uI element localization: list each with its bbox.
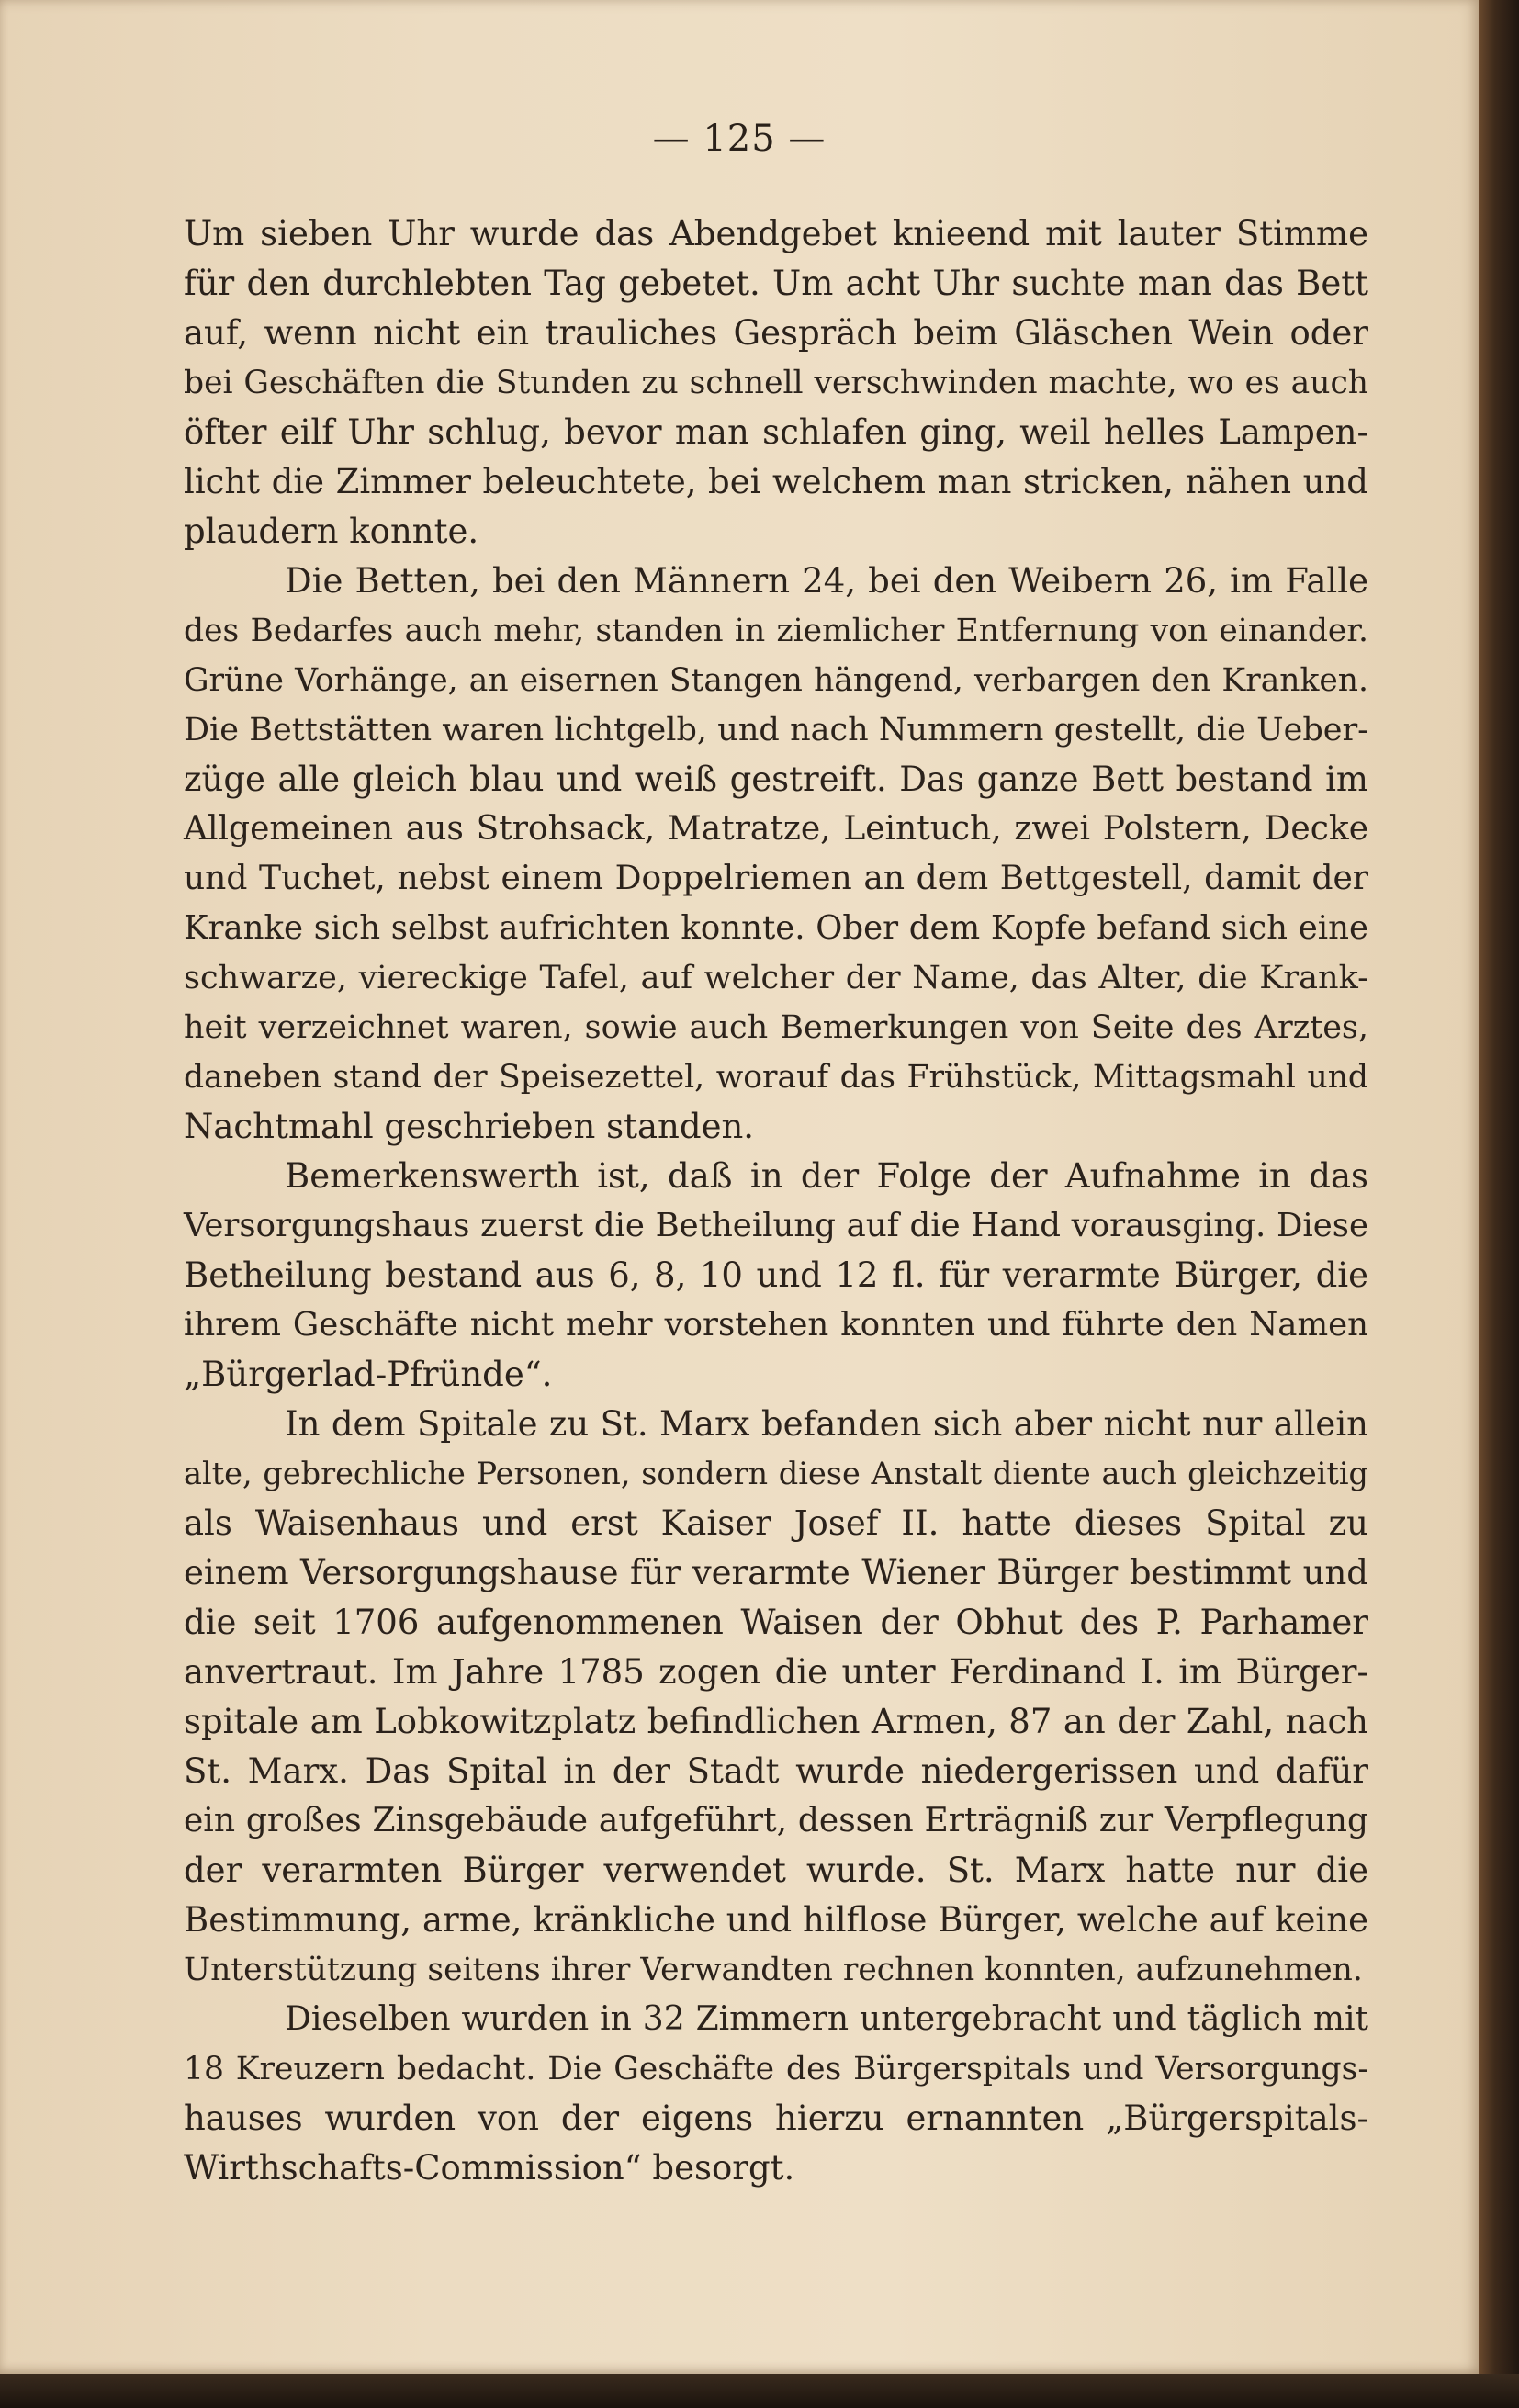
text-line: alte, gebrechliche Personen, sondern diese Anstalt diente auch gleichzeitig (184, 1456, 1368, 1491)
text-line: einem Versorgungshause für verarmte Wiener Bürger bestimmt und (184, 1553, 1368, 1592)
text-line: Unterstützung seitens ihrer Verwandten rechnen konnten, aufzunehmen. (184, 1952, 1363, 1988)
text-line: anvertraut. Im Jahre 1785 zogen die unter Ferdinand I. im Bürger- (184, 1652, 1368, 1692)
text-line: hauses wurden von der eigens hierzu ernannten „Bürgerspitals- (184, 2099, 1368, 2138)
paragraph-5 (184, 1995, 1368, 2193)
text-line: Die Betten, bei den Männern 24, bei den Weibern 26, im Falle (285, 561, 1368, 601)
text-line: schwarze, viereckige Tafel, auf welcher der Name, das Alter, die Krank- (184, 960, 1368, 996)
text-line: Bestimmung, arme, kränkliche und hilflose Bürger, welche auf keine (184, 1900, 1368, 1940)
text-line: als Waisenhaus und erst Kaiser Josef II. hatte dieses Spital zu (184, 1503, 1368, 1543)
text-line: Versorgungshaus zuerst die Betheilung auf die Hand vorausging. Diese (184, 1207, 1368, 1244)
text-line: Betheilung bestand aus 6, 8, 10 und 12 fl. für verarmte Bürger, die (184, 1255, 1368, 1295)
text-line: Kranke sich selbst aufrichten konnte. Ober dem Kopfe befand sich eine (184, 909, 1368, 947)
text-line: Wirthschafts-Commission“ besorgt. (184, 2148, 795, 2188)
text-line: ihrem Geschäfte nicht mehr vorstehen konnten und führte den Namen (184, 1306, 1368, 1344)
text-line: der verarmten Bürger verwendet wurde. St. Marx hatte nur die (184, 1851, 1368, 1890)
text-line: Allgemeinen aus Strohsack, Matratze, Leintuch, zwei Polstern, Decke (184, 810, 1368, 848)
text-line: Nachtmahl geschrieben standen. (184, 1107, 755, 1146)
text-line: 18 Kreuzern bedacht. Die Geschäfte des Bürgerspitals und Versorgungs- (184, 2051, 1368, 2087)
text-line: bei Geschäften die Stunden zu schnell verschwinden machte, wo es auch (184, 365, 1368, 401)
text-line: Dieselben wurden in 32 Zimmern untergebracht und täglich mit (285, 2000, 1368, 2038)
text-line: züge alle gleich blau und weiß gestreift. Das ganze Bett bestand im (184, 760, 1368, 799)
paragraph-4 (184, 1400, 1368, 1995)
text-line: Bemerkenswerth ist, daß in der Folge der Aufnahme in das (285, 1156, 1368, 1196)
paragraph-2 (184, 557, 1368, 1152)
text-line: heit verzeichnet waren, sowie auch Bemerkungen von Seite des Arztes, (184, 1009, 1368, 1046)
text-line: licht die Zimmer beleuchtete, bei welchem man stricken, nähen und (184, 462, 1368, 501)
text-line: die seit 1706 aufgenommenen Waisen der Obhut des P. Parhamer (184, 1603, 1368, 1642)
paragraph-1 (184, 209, 1368, 557)
text-line: Grüne Vorhänge, an eisernen Stangen hängend, verbargen den Kranken. (184, 662, 1368, 699)
text-line: ein großes Zinsgebäude aufgeführt, dessen Erträgniß zur Verpflegung (184, 1802, 1368, 1840)
text-line: öfter eilf Uhr schlug, bevor man schlafen ging, weil helles Lampen- (184, 412, 1368, 452)
body-text (184, 209, 1368, 2193)
text-line: des Bedarfes auch mehr, standen in ziemlicher Entfernung von einander. (184, 613, 1368, 649)
text-line: „Bürgerlad-Pfründe“. (184, 1355, 553, 1394)
text-line: für den durchlebten Tag gebetet. Um acht Uhr suchte man das Bett (184, 264, 1368, 303)
text-line: Die Bettstätten waren lichtgelb, und nach Nummern gestellt, die Ueber- (184, 712, 1368, 748)
text-line: spitale am Lobkowitzplatz befindlichen Armen, 87 an der Zahl, nach (184, 1702, 1368, 1741)
text-line: In dem Spitale zu St. Marx befanden sich aber nicht nur allein (285, 1404, 1368, 1444)
text-line: auf, wenn nicht ein trauliches Gespräch beim Gläschen Wein oder (184, 313, 1368, 353)
text-line: und Tuchet, nebst einem Doppelriemen an dem Bettgestell, damit der (184, 860, 1368, 897)
text-line: plaudern konnte. (184, 512, 479, 551)
book-bottom-edge (0, 2374, 1519, 2408)
book-binding (1479, 0, 1519, 2408)
page-number: — 125 — (652, 118, 827, 160)
text-line: Um sieben Uhr wurde das Abendgebet knieend mit lauter Stimme (184, 214, 1368, 253)
paragraph-3 (184, 1152, 1368, 1400)
text-line: daneben stand der Speisezettel, worauf das Frühstück, Mittagsmahl und (184, 1059, 1368, 1096)
text-line: St. Marx. Das Spital in der Stadt wurde niedergerissen und dafür (184, 1751, 1368, 1791)
